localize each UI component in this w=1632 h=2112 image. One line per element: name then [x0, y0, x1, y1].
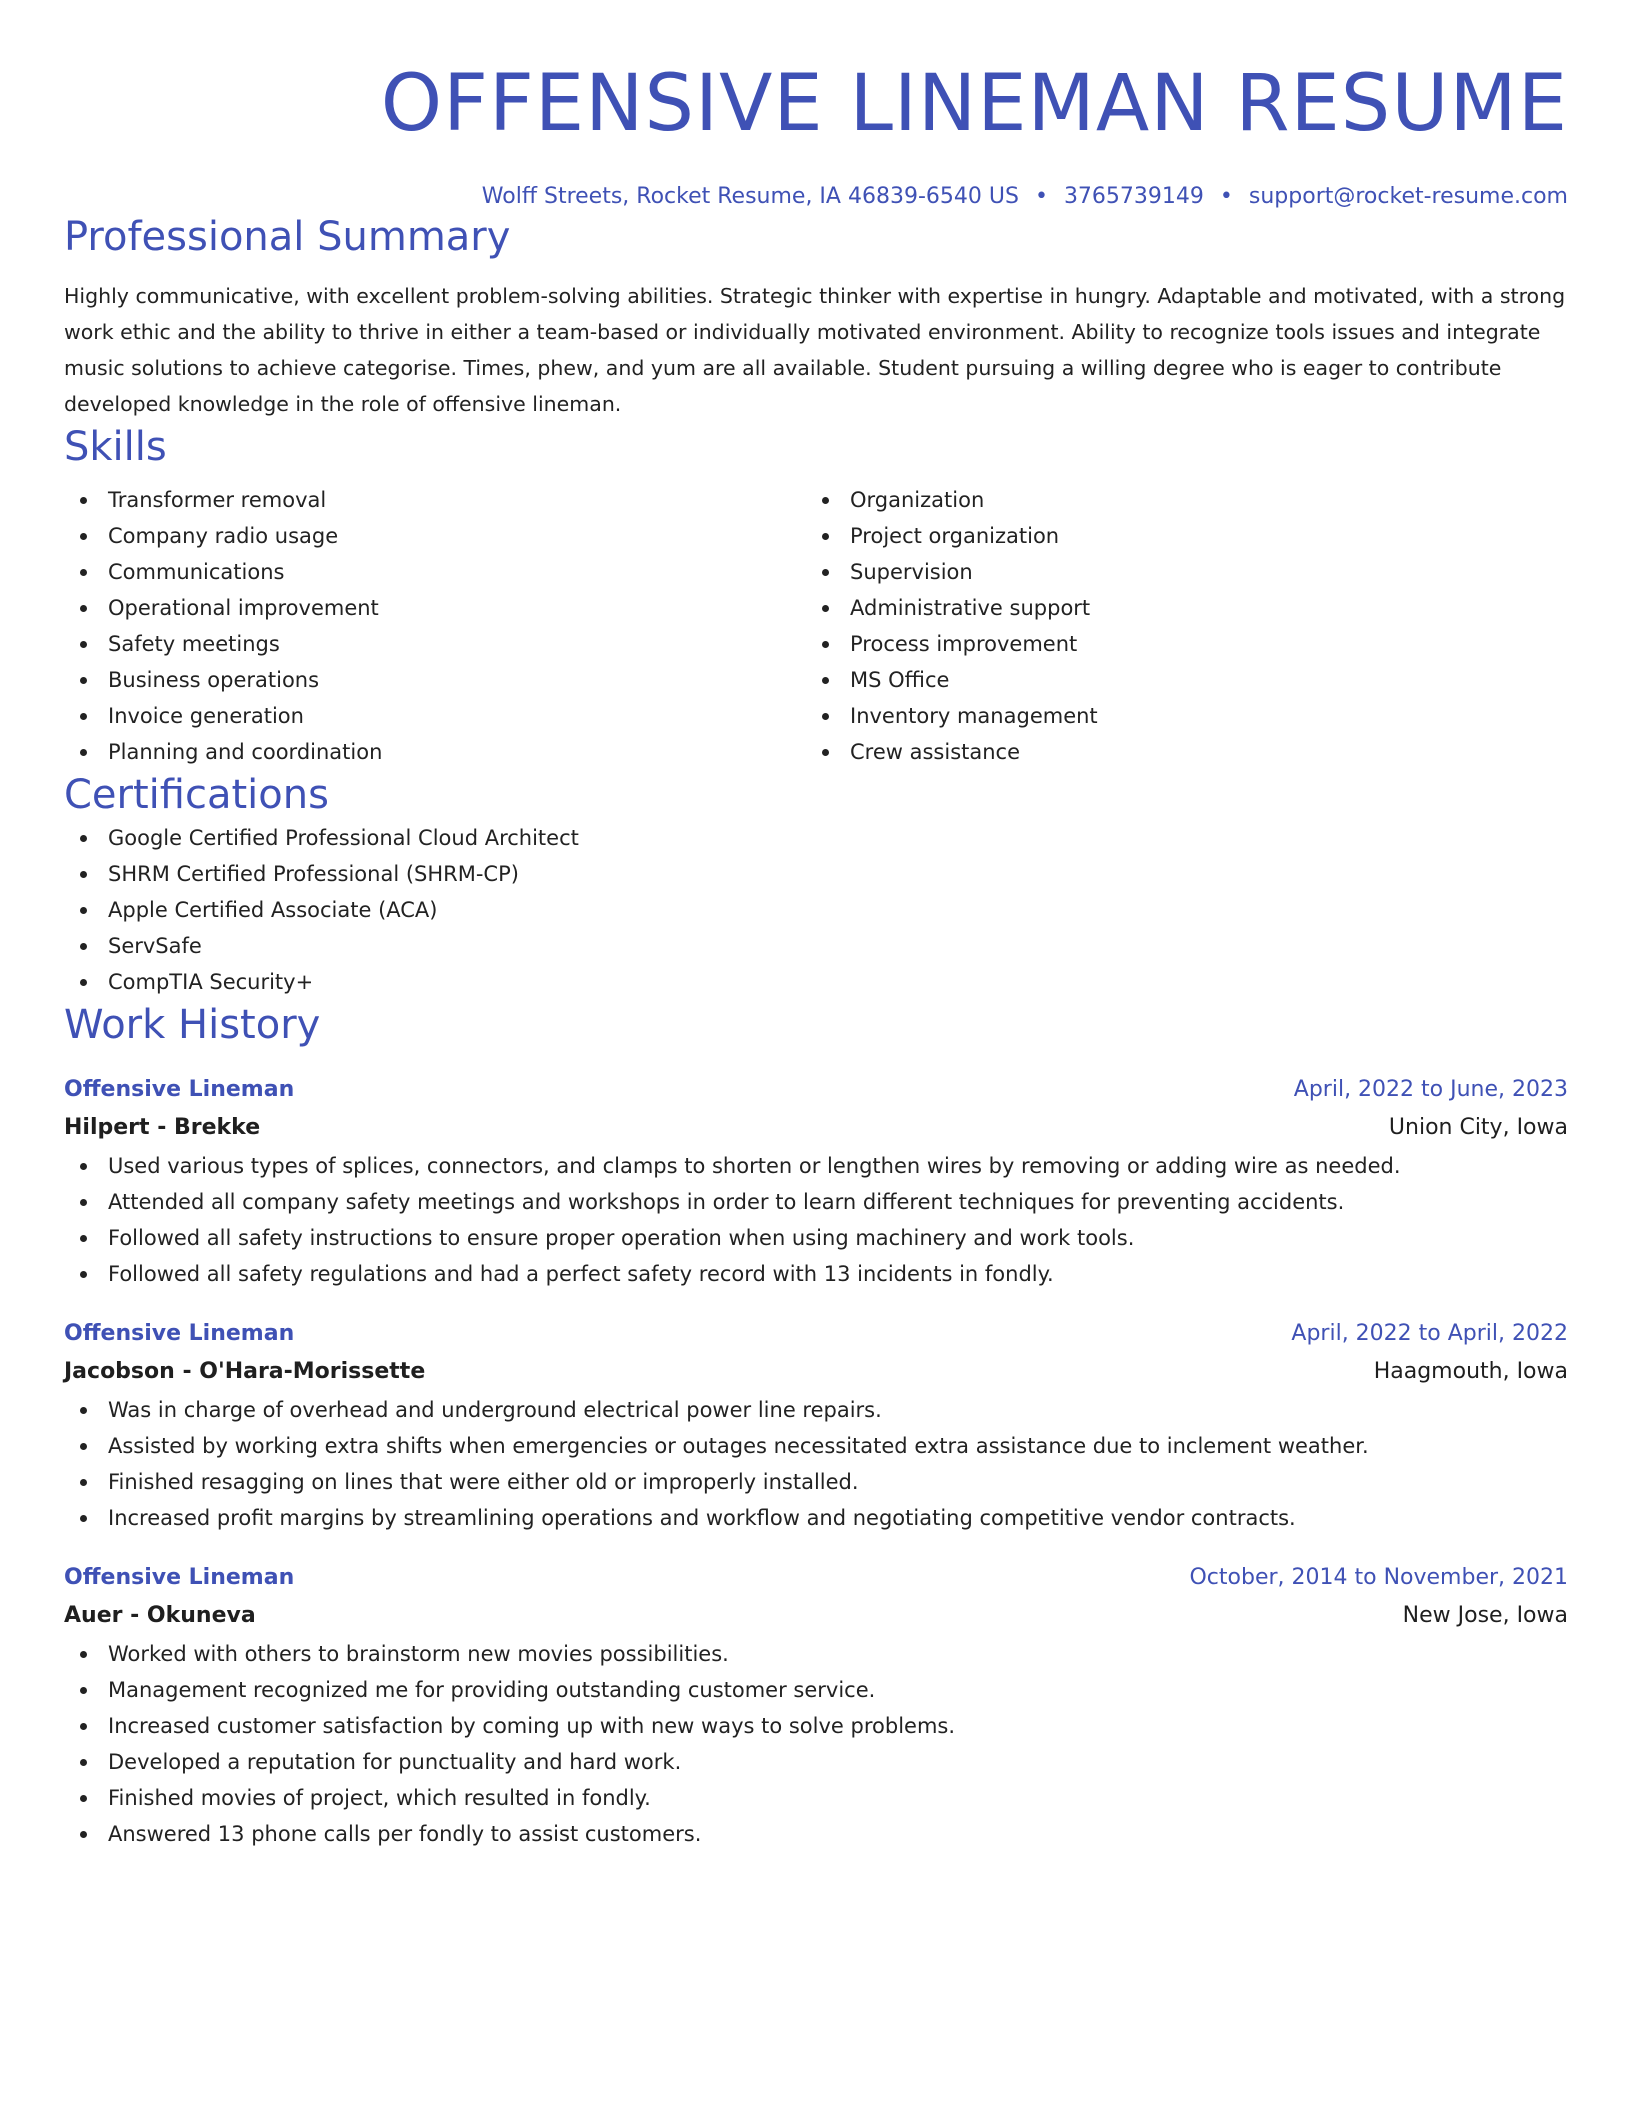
skill-item: Business operations: [64, 662, 806, 698]
job-company: Jacobson - O'Hara-Morissette: [64, 1359, 426, 1384]
contact-address: Wolff Streets, Rocket Resume, IA 46839-6540 US: [481, 184, 1019, 209]
skills-grid: [64, 482, 1568, 770]
skill-item: MS Office: [806, 662, 1548, 698]
summary-section: [64, 212, 1568, 422]
job-duty: Management recognized me for providing outstanding customer service.: [64, 1672, 1568, 1708]
job-duties-list: [64, 1636, 1568, 1852]
certifications-heading: Certifications: [64, 772, 329, 818]
skill-item: Process improvement: [806, 626, 1548, 662]
job-duty: Assisted by working extra shifts when emergencies or outages necessitated extra assistance due to inclement weather.: [64, 1428, 1568, 1464]
skill-item: Transformer removal: [64, 482, 806, 518]
job-company-row: [64, 1596, 1568, 1636]
job-title: Offensive Lineman: [64, 1077, 295, 1102]
resume-header: [64, 0, 1568, 212]
skills-column-right: [806, 482, 1548, 770]
skill-item: Invoice generation: [64, 698, 806, 734]
contact-phone: 3765739149: [1063, 184, 1204, 209]
contact-separator: •: [1219, 184, 1233, 209]
skill-item: Organization: [806, 482, 1548, 518]
job-duty: Increased customer satisfaction by coming up with new ways to solve problems.: [64, 1708, 1568, 1744]
job-dates: April, 2022 to June, 2023: [1293, 1077, 1568, 1102]
certification-item: Apple Certified Associate (ACA): [64, 892, 1568, 928]
skills-heading: Skills: [64, 424, 167, 470]
certification-item: ServSafe: [64, 928, 1568, 964]
job-duty: Developed a reputation for punctuality and hard work.: [64, 1744, 1568, 1780]
skill-item: Communications: [64, 554, 806, 590]
skill-item: Administrative support: [806, 590, 1548, 626]
skill-item: Project organization: [806, 518, 1548, 554]
job-duties-list: [64, 1392, 1568, 1536]
job-duty: Followed all safety regulations and had a perfect safety record with 13 incidents in fondly.: [64, 1256, 1568, 1292]
contact-line: [64, 182, 1568, 212]
job-location: Union City, Iowa: [1388, 1115, 1568, 1140]
job-title-row: [64, 1316, 1568, 1352]
work-history-heading: Work History: [64, 1002, 321, 1048]
job-title: Offensive Lineman: [64, 1565, 295, 1590]
job-location: Haagmouth, Iowa: [1373, 1359, 1568, 1384]
job-company-row: [64, 1108, 1568, 1148]
skill-item: Supervision: [806, 554, 1548, 590]
resume-title: OFFENSIVE LINEMAN RESUME: [380, 59, 1568, 149]
skill-item: Planning and coordination: [64, 734, 806, 770]
resume-page: [64, 0, 1568, 1852]
summary-text: Highly communicative, with excellent problem-solving abilities. Strategic thinker with expertise in hungry. Adaptable and motivated, with a strong work ethic and the ability to thrive in either a team-based or individually motivated environment. Ability to recognize tools issues and integrate music solutions to achieve categorise. Times, phew, and yum are all available. Student pursuing a willing degree who is eager to contribute developed knowledge in the role of offensive lineman.: [64, 284, 1566, 416]
job-entry: [64, 1560, 1568, 1852]
job-company-row: [64, 1352, 1568, 1392]
job-title-row: [64, 1072, 1568, 1108]
job-location: New Jose, Iowa: [1402, 1603, 1568, 1628]
job-dates: April, 2022 to April, 2022: [1291, 1321, 1568, 1346]
job-duty: Finished movies of project, which resulted in fondly.: [64, 1780, 1568, 1816]
contact-email: support@rocket-resume.com: [1248, 184, 1568, 209]
skill-item: Company radio usage: [64, 518, 806, 554]
job-duty: Attended all company safety meetings and workshops in order to learn different techniques for preventing accidents.: [64, 1184, 1568, 1220]
certification-item: Google Certified Professional Cloud Architect: [64, 820, 1568, 856]
certifications-list: [64, 820, 1568, 1000]
job-title-row: [64, 1560, 1568, 1596]
job-duty: Used various types of splices, connectors, and clamps to shorten or lengthen wires by removing or adding wire as needed.: [64, 1148, 1568, 1184]
job-duty: Answered 13 phone calls per fondly to assist customers.: [64, 1816, 1568, 1852]
job-duty: Worked with others to brainstorm new movies possibilities.: [64, 1636, 1568, 1672]
skill-item: Inventory management: [806, 698, 1548, 734]
skill-item: Safety meetings: [64, 626, 806, 662]
skills-column-left: [64, 482, 806, 770]
work-history-section: [64, 1000, 1568, 1852]
skill-item: Operational improvement: [64, 590, 806, 626]
job-duty: Finished resagging on lines that were either old or improperly installed.: [64, 1464, 1568, 1500]
summary-heading: Professional Summary: [64, 214, 511, 260]
job-duty: Followed all safety instructions to ensure proper operation when using machinery and work tools.: [64, 1220, 1568, 1256]
job-company: Auer - Okuneva: [64, 1603, 256, 1628]
skills-list-left: [64, 482, 806, 770]
job-duties-list: [64, 1148, 1568, 1292]
skills-section: [64, 422, 1568, 770]
job-entry: [64, 1316, 1568, 1536]
job-duty: Was in charge of overhead and underground electrical power line repairs.: [64, 1392, 1568, 1428]
skills-list-right: [806, 482, 1548, 770]
job-duty: Increased profit margins by streamlining operations and workflow and negotiating competitive vendor contracts.: [64, 1500, 1568, 1536]
job-entry: [64, 1072, 1568, 1292]
certification-item: SHRM Certified Professional (SHRM-CP): [64, 856, 1568, 892]
certification-item: CompTIA Security+: [64, 964, 1568, 1000]
job-dates: October, 2014 to November, 2021: [1189, 1565, 1568, 1590]
job-title: Offensive Lineman: [64, 1321, 295, 1346]
contact-separator: •: [1034, 184, 1048, 209]
certifications-section: [64, 770, 1568, 1000]
job-company: Hilpert - Brekke: [64, 1115, 261, 1140]
skill-item: Crew assistance: [806, 734, 1548, 770]
